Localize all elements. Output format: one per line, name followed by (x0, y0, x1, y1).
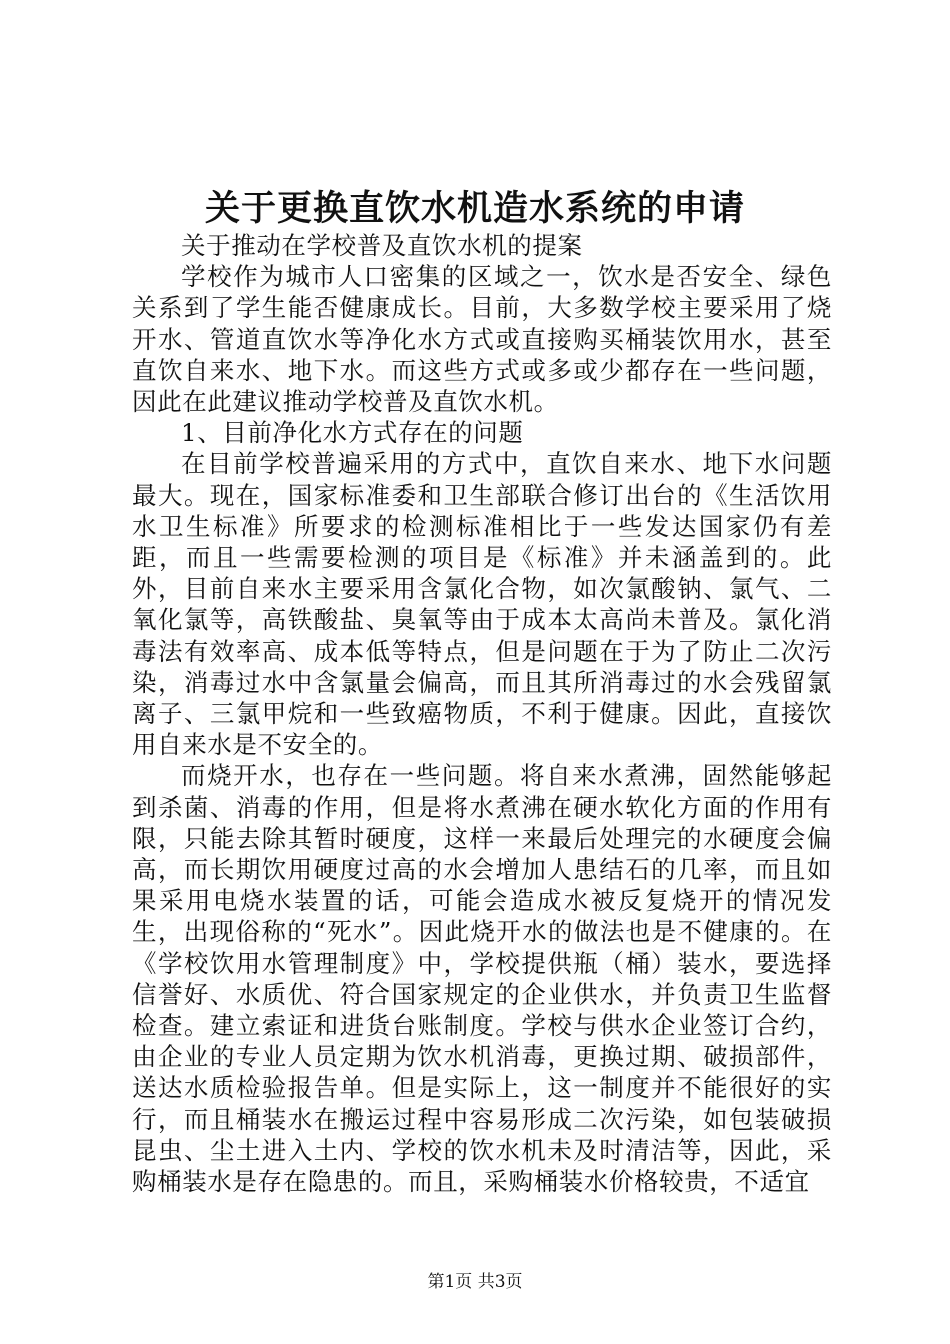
document-body (132, 230, 832, 1197)
paragraph-boiled-water: 而烧开水，也存在一些问题。将自来水煮沸，固然能够起到杀菌、消毒的作用，但是将水煮沸在硬水软化方面的作用有限，只能去除其暂时硬度，这样一来最后处理完的水硬度会偏高，而长期饮用硬度过高的水会增加人患结石的几率，而且如果采用电烧水装置的话，可能会造成水被反复烧开的情况发生，出现俗称的“死水”。因此烧开水的做法也是不健康的。在《学校饮用水管理制度》中，学校提供瓶（桶）装水，要选择信誉好、水质优、符合国家规定的企业供水，并负责卫生监督检查。建立索证和进货台账制度。学校与供水企业签订合约，由企业的专业人员定期为饮水机消毒，更换过期、破损部件，送达水质检验报告单。但是实际上，这一制度并不能很好的实行，而且桶装水在搬运过程中容易形成二次污染，如包装破损昆虫、尘土进入土内、学校的饮水机未及时清洁等，因此，采购桶装水是存在隐患的。而且，采购桶装水价格较贵，不适宜 (132, 761, 832, 1197)
paragraph-intro: 学校作为城市人口密集的区域之一，饮水是否安全、绿色关系到了学生能否健康成长。目前，大多数学校主要采用了烧开水、管道直饮水等净化水方式或直接购买桶装饮用水，甚至直饮自来水、地下水。而这些方式或多或少都存在一些问题，因此在此建议推动学校普及直饮水机。 (132, 262, 832, 417)
paragraph-section-heading: 1、目前净化水方式存在的问题 (181, 418, 524, 448)
document-title: 关于更换直饮水机造水系统的申请 (204, 189, 745, 229)
page-footer: 第1页 共3页 (427, 1272, 523, 1292)
paragraph-tap-water: 在目前学校普遍采用的方式中，直饮自来水、地下水问题最大。现在，国家标准委和卫生部联合修订出台的《生活饮用水卫生标准》所要求的检测标准相比于一些发达国家仍有差距，而且一些需要检测的项目是《标准》并未涵盖到的。此外，目前自来水主要采用含氯化合物，如次氯酸钠、氯气、二氧化氯等，高铁酸盐、臭氧等由于成本太高尚未普及。氯化消毒法有效率高、成本低等特点，但是问题在于为了防止二次污染，消毒过水中含氯量会偏高，而且其所消毒过的水会残留氯离子、三氯甲烷和一些致癌物质，不利于健康。因此，直接饮用自来水是不安全的。 (132, 449, 832, 760)
paragraph-proposal-heading: 关于推动在学校普及直饮水机的提案 (181, 231, 583, 260)
